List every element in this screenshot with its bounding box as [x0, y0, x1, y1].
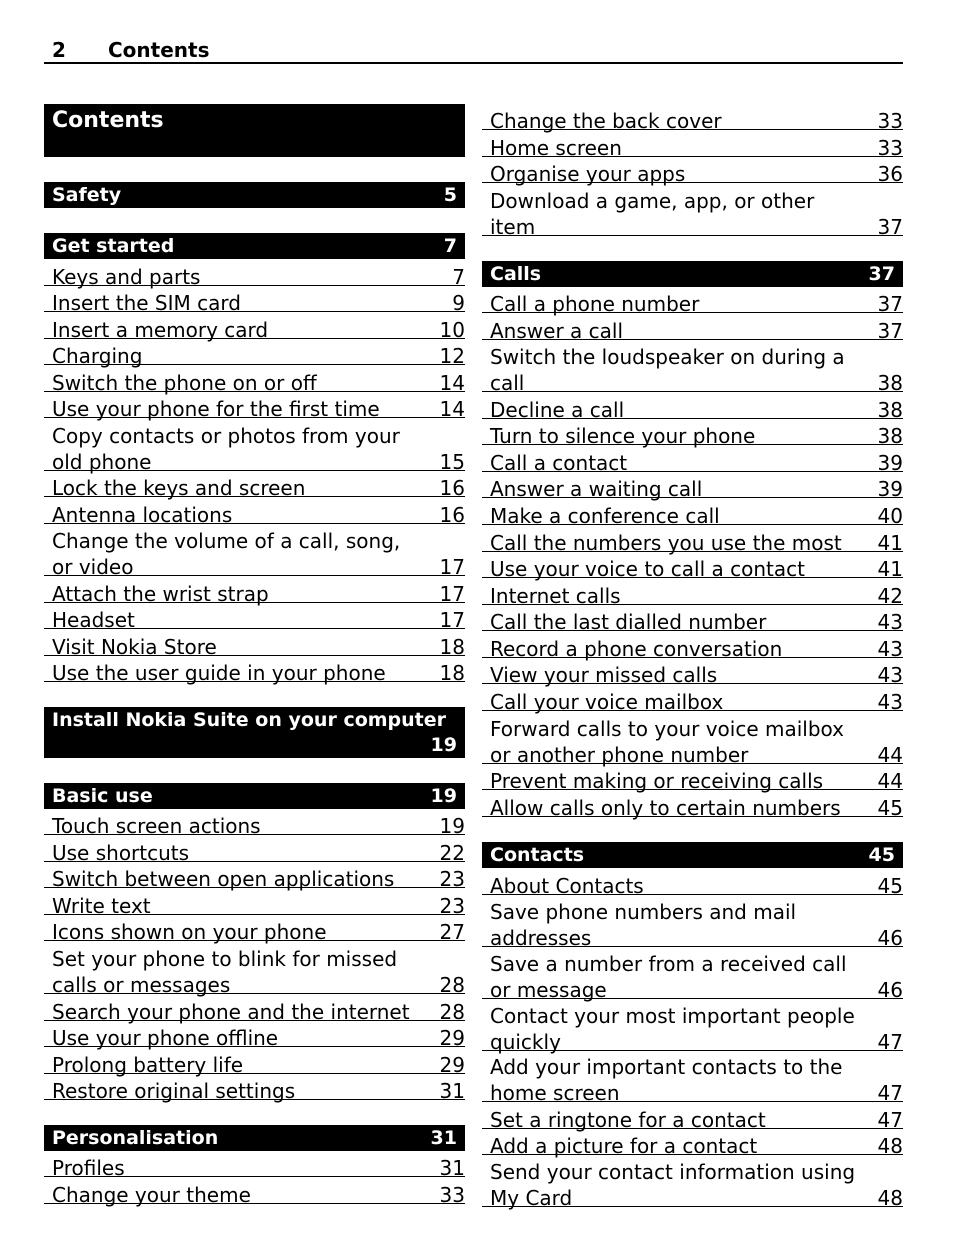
page-ref: 48 — [877, 1185, 903, 1210]
toc-entry[interactable] — [482, 684, 903, 714]
toc-entry[interactable] — [482, 498, 903, 528]
entry-title: Use shortcuts — [52, 840, 190, 865]
page-ref: 37 — [877, 291, 903, 316]
toc-section-heading[interactable] — [482, 261, 903, 287]
toc-entry[interactable] — [44, 576, 465, 606]
toc-entry[interactable] — [44, 941, 465, 997]
toc-entry[interactable] — [482, 552, 903, 581]
page-ref: 10 — [439, 317, 465, 342]
toc-entry[interactable] — [44, 603, 465, 632]
entry-title: Call a phone number — [490, 291, 700, 316]
entry-title: Keys and parts — [52, 264, 201, 289]
toc-entry[interactable] — [482, 1102, 903, 1132]
toc-entry[interactable] — [44, 365, 465, 395]
page-ref: 37 — [877, 214, 903, 239]
entry-title: Home screen — [490, 135, 622, 160]
page-ref: 7 — [452, 264, 465, 289]
page-ref: 43 — [877, 689, 903, 714]
toc-entry[interactable] — [44, 835, 465, 865]
toc-entry[interactable] — [482, 392, 903, 422]
page-ref: 14 — [439, 370, 465, 395]
page-ref: 18 — [439, 634, 465, 659]
entry-title: Save phone numbers and mail addresses — [490, 900, 797, 950]
page-ref: 33 — [877, 108, 903, 133]
entry-title: Switch the phone on or off — [52, 370, 317, 395]
page-header — [44, 36, 903, 64]
entry-title: Copy contacts or photos from your old phone — [52, 424, 400, 474]
section-title: Calls — [490, 263, 542, 285]
entry-title: Answer a call — [490, 318, 623, 343]
section-title: Personalisation — [52, 1127, 219, 1149]
page-ref: 38 — [877, 370, 903, 395]
toc-entry[interactable] — [482, 605, 903, 634]
toc-entry[interactable] — [482, 658, 903, 687]
toc-entry[interactable] — [482, 287, 903, 316]
entry-title: Switch between open applications — [52, 866, 395, 891]
page-ref: 9 — [452, 290, 465, 315]
toc-entry[interactable] — [482, 631, 903, 661]
toc-section-heading[interactable] — [44, 182, 465, 208]
toc-entry[interactable] — [44, 286, 465, 315]
page-ref: 44 — [877, 742, 903, 767]
page-ref: 40 — [877, 503, 903, 528]
entry-title: Profiles — [52, 1155, 125, 1180]
toc-entry[interactable] — [482, 711, 903, 767]
entry-title: Use your voice to call a contact — [490, 556, 805, 581]
toc-entry[interactable] — [482, 1129, 903, 1158]
page-ref: 29 — [439, 1025, 465, 1050]
entry-title: Insert a memory card — [52, 317, 269, 342]
page-ref: 29 — [439, 1052, 465, 1077]
toc-entry[interactable] — [44, 471, 465, 500]
toc-entry[interactable] — [482, 445, 903, 475]
page-ref: 17 — [439, 607, 465, 632]
entry-title: Call a contact — [490, 450, 628, 475]
page-ref: 16 — [439, 502, 465, 527]
entry-title: Internet calls — [490, 583, 621, 608]
entry-title: Antenna locations — [52, 502, 233, 527]
toc-section-heading[interactable] — [44, 783, 465, 809]
toc-entry[interactable] — [482, 130, 903, 160]
entry-title: Call the last dialled number — [490, 609, 767, 634]
page-ref: 39 — [877, 476, 903, 501]
toc-entry[interactable] — [482, 183, 903, 239]
page-ref: 31 — [439, 1078, 465, 1103]
toc-entry[interactable] — [44, 629, 465, 659]
section-title: Get started — [52, 235, 175, 257]
toc-section-heading[interactable] — [482, 842, 903, 868]
toc-entry[interactable] — [44, 524, 465, 579]
page-ref: 17 — [439, 554, 465, 579]
entry-title: Change the back cover — [490, 108, 722, 133]
page-ref: 46 — [877, 977, 903, 1002]
entry-title: Add your important contacts to the home screen — [490, 1055, 843, 1105]
entry-title: Send your contact information using My Card — [490, 1160, 856, 1210]
toc-entry[interactable] — [482, 790, 903, 820]
entry-title: Download a game, app, or other item — [490, 189, 815, 239]
page-ref: 47 — [877, 1029, 903, 1054]
entry-title: Charging — [52, 343, 143, 368]
toc-entry[interactable] — [44, 994, 465, 1024]
entry-title: Search your phone and the internet — [52, 999, 410, 1024]
page-ref: 7 — [443, 235, 457, 257]
entry-title: Make a conference call — [490, 503, 720, 528]
toc-entry[interactable] — [44, 1074, 465, 1103]
entry-title: Prevent making or receiving calls — [490, 768, 824, 793]
page-ref: 47 — [877, 1107, 903, 1132]
page-ref: 45 — [877, 795, 903, 820]
toc-entry[interactable] — [44, 497, 465, 527]
page-ref: 31 — [439, 1155, 465, 1180]
toc-entry[interactable] — [44, 862, 465, 891]
entry-title: Set a ringtone for a contact — [490, 1107, 766, 1132]
toc-entry[interactable] — [482, 472, 903, 501]
page-ref: 41 — [877, 556, 903, 581]
toc-entry[interactable] — [44, 888, 465, 918]
page-ref: 38 — [877, 423, 903, 448]
contents-title: Contents — [52, 108, 164, 133]
entry-title: Touch screen actions — [52, 813, 261, 838]
entry-title: Restore original settings — [52, 1078, 296, 1103]
toc-entry[interactable] — [482, 578, 903, 608]
entry-title: Change your theme — [52, 1182, 251, 1207]
entry-title: Use your phone offline — [52, 1025, 279, 1050]
entry-title: Use your phone for the first time — [52, 396, 380, 421]
entry-title: Change the volume of a call, song, or video — [52, 529, 401, 579]
page-ref: 31 — [430, 1127, 457, 1149]
toc-entry[interactable] — [482, 104, 903, 133]
entry-title: View your missed calls — [490, 662, 718, 687]
toc-section-heading[interactable] — [44, 1125, 465, 1151]
entry-title: Visit Nokia Store — [52, 634, 217, 659]
entry-title: Forward calls to your voice mailbox or another phone number — [490, 717, 844, 767]
page-ref: 16 — [439, 475, 465, 500]
toc-entry[interactable] — [44, 392, 465, 421]
toc-entry[interactable] — [44, 339, 465, 368]
page-ref: 19 — [430, 785, 457, 807]
page-ref: 15 — [439, 449, 465, 474]
entry-title: Set your phone to blink for missed calls or messages — [52, 947, 398, 997]
entry-title: Contact your most important people quickly — [490, 1004, 855, 1054]
page-ref: 17 — [439, 581, 465, 606]
page-ref: 22 — [439, 840, 465, 865]
toc-entry[interactable] — [482, 340, 903, 395]
page-ref: 42 — [877, 583, 903, 608]
entry-title: Save a number from a received call or message — [490, 952, 847, 1002]
page-ref: 46 — [877, 925, 903, 950]
page-ref: 44 — [877, 768, 903, 793]
entry-title: Answer a waiting call — [490, 476, 703, 501]
entry-title: Switch the loudspeaker on during a call — [490, 345, 845, 395]
page-ref: 43 — [877, 662, 903, 687]
section-title: Install Nokia Suite on your computer — [52, 709, 447, 731]
page-ref: 23 — [439, 893, 465, 918]
toc-entry[interactable] — [482, 525, 903, 555]
entry-title: Icons shown on your phone — [52, 919, 327, 944]
toc-entry[interactable] — [44, 656, 465, 685]
contents-title-box — [44, 104, 465, 157]
page-ref: 23 — [439, 866, 465, 891]
toc-entry[interactable] — [482, 1155, 903, 1210]
section-title: Safety — [52, 184, 122, 206]
toc-entry[interactable] — [44, 1021, 465, 1050]
page-ref: 47 — [877, 1080, 903, 1105]
entry-title: Headset — [52, 607, 135, 632]
entry-title: Add a picture for a contact — [490, 1133, 758, 1158]
entry-title: Insert the SIM card — [52, 290, 241, 315]
page-ref: 36 — [877, 161, 903, 186]
page-ref: 28 — [439, 999, 465, 1024]
page-ref: 37 — [877, 318, 903, 343]
page-ref: 19 — [430, 734, 457, 756]
page-ref: 33 — [877, 135, 903, 160]
section-title: Basic use — [52, 785, 153, 807]
header-title: Contents — [108, 38, 210, 62]
page-ref: 48 — [877, 1133, 903, 1158]
entry-title: Decline a call — [490, 397, 625, 422]
entry-title: Attach the wrist strap — [52, 581, 269, 606]
entry-title: Use the user guide in your phone — [52, 660, 386, 685]
entry-title: Write text — [52, 893, 151, 918]
page-ref: 45 — [877, 873, 903, 898]
toc-entry[interactable] — [482, 868, 903, 898]
toc-entry[interactable] — [482, 157, 903, 186]
toc-entry[interactable] — [44, 418, 465, 474]
toc-section-heading[interactable] — [44, 707, 465, 758]
page-ref: 18 — [439, 660, 465, 685]
toc-entry[interactable] — [44, 1151, 465, 1180]
toc-entry[interactable] — [482, 947, 903, 1002]
entry-title: Prolong battery life — [52, 1052, 244, 1077]
toc-entry[interactable] — [482, 419, 903, 448]
page-ref: 38 — [877, 397, 903, 422]
page-ref: 43 — [877, 636, 903, 661]
toc-entry[interactable] — [44, 312, 465, 342]
page-ref: 41 — [877, 530, 903, 555]
toc-entry[interactable] — [482, 895, 903, 950]
page-ref: 5 — [443, 184, 457, 206]
page-ref: 19 — [439, 813, 465, 838]
entry-title: About Contacts — [490, 873, 644, 898]
page-ref: 37 — [868, 263, 895, 285]
page-ref: 45 — [868, 844, 895, 866]
toc-entry[interactable] — [44, 1177, 465, 1207]
entry-title: Call your voice mailbox — [490, 689, 724, 714]
toc-section-heading[interactable] — [44, 233, 465, 259]
toc-entry[interactable] — [44, 259, 465, 289]
section-title: Contacts — [490, 844, 585, 866]
entry-title: Record a phone conversation — [490, 636, 783, 661]
page-ref: 33 — [439, 1182, 465, 1207]
page-ref: 14 — [439, 396, 465, 421]
toc-entry[interactable] — [482, 1051, 903, 1105]
toc-entry[interactable] — [482, 999, 903, 1054]
page-ref: 28 — [439, 972, 465, 997]
toc-entry[interactable] — [44, 1047, 465, 1077]
toc-entry[interactable] — [482, 313, 903, 343]
page-ref: 43 — [877, 609, 903, 634]
page-ref: 39 — [877, 450, 903, 475]
entry-title: Organise your apps — [490, 161, 686, 186]
entry-title: Call the numbers you use the most — [490, 530, 842, 555]
page-number: 2 — [52, 38, 66, 62]
toc-entry[interactable] — [482, 764, 903, 793]
toc-entry[interactable] — [44, 915, 465, 944]
entry-title: Turn to silence your phone — [490, 423, 756, 448]
page-ref: 12 — [439, 343, 465, 368]
page-ref: 27 — [439, 919, 465, 944]
entry-title: Lock the keys and screen — [52, 475, 306, 500]
toc-entry[interactable] — [44, 809, 465, 838]
entry-title: Allow calls only to certain numbers — [490, 795, 841, 820]
